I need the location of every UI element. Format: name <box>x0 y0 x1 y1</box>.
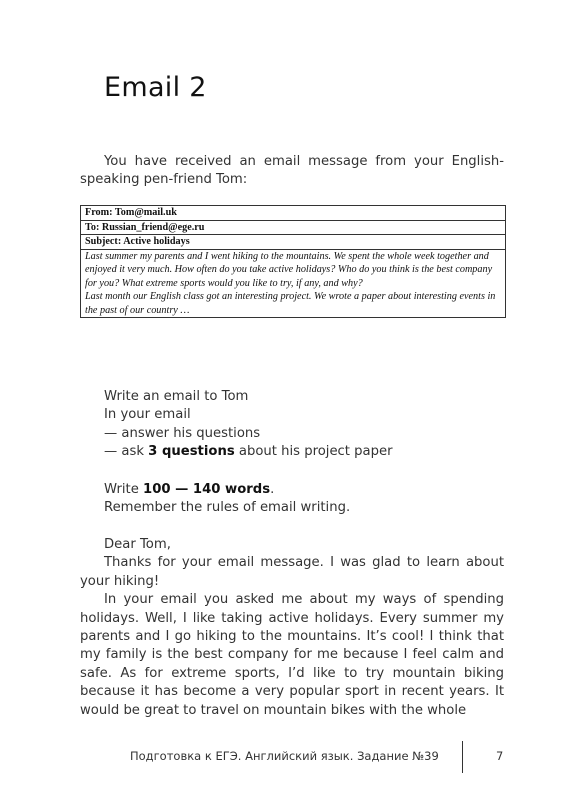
task-instructions <box>104 388 393 462</box>
letter-paragraph: Thanks for your email message. I was glad to learn about your hiking! <box>80 555 504 589</box>
task-line-emphasis: 3 questions <box>148 444 235 460</box>
word-count-line <box>104 481 350 499</box>
task-line: — answer his questions <box>104 425 261 441</box>
task-line: In your email <box>104 407 191 423</box>
task-line-suffix: about his project paper <box>234 444 393 460</box>
email-from: From: Tom@mail.uk <box>81 206 505 221</box>
intro-paragraph: You have received an email message from your English-speaking pen-friend Tom: <box>80 154 504 188</box>
letter-paragraph: In your email you asked me about my ways of spending holidays. Well, I like taking active holidays. Every summer my parents and I go hiking to the mountains. It’s cool! I think that my family is the best company for me because I feel calm and safe. As for extreme sports, I’d like to try mountain biking because it has become a very popular sport in recent years. It would be great to travel on mountain bikes with the whole <box>80 592 504 718</box>
sample-letter <box>80 536 504 720</box>
email-body <box>81 250 505 318</box>
email-box <box>80 205 506 318</box>
word-count-emphasis: 100 — 140 words <box>143 482 271 497</box>
footer-divider <box>462 741 463 773</box>
task-line <box>104 443 393 461</box>
page-title: Email 2 <box>104 72 207 103</box>
task-line: Write an email to Tom <box>104 389 249 404</box>
letter-salutation: Dear Tom, <box>104 537 171 552</box>
email-body-paragraph: Last month our English class got an interesting project. We wrote a paper about interesting events in the past of our country … <box>85 291 496 316</box>
word-count-instructions <box>104 481 350 518</box>
word-count-suffix: . <box>270 482 275 497</box>
email-body-paragraph: Last summer my parents and I went hiking to the mountains. We spent the whole week together and enjoyed it very much. How often do you take active holidays? Who do you think is the best company for you? What extreme sports would you like to try, if any, and why? <box>85 250 493 289</box>
email-to: To: Russian_friend@ege.ru <box>81 221 505 236</box>
task-line-prefix: — ask <box>104 444 149 460</box>
word-count-prefix: Write <box>104 482 144 497</box>
footer-text: Подготовка к ЕГЭ. Английский язык. Задание №39 <box>130 749 439 763</box>
rules-line: Remember the rules of email writing. <box>104 500 351 516</box>
email-subject: Subject: Active holidays <box>81 235 505 250</box>
page-number: 7 <box>496 749 504 763</box>
